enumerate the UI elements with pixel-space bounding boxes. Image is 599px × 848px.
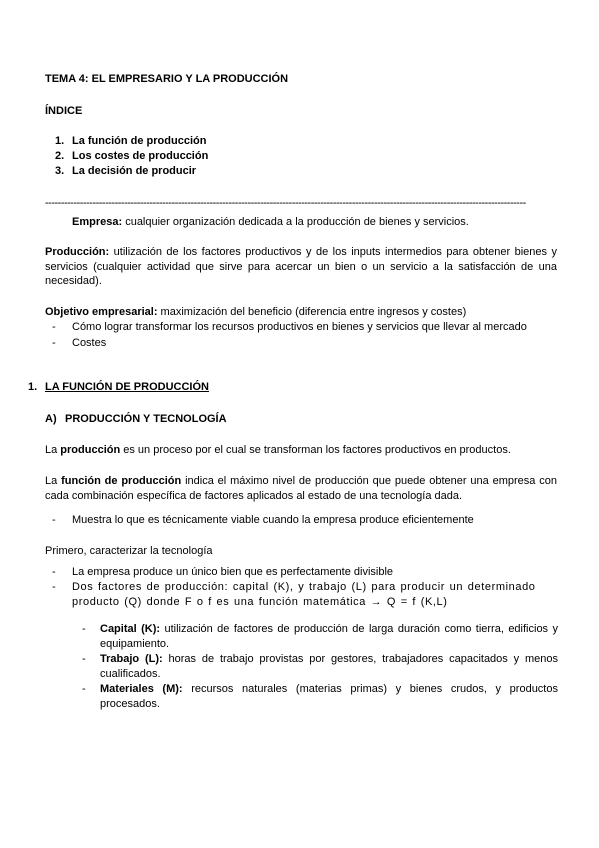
- text-fragment: La: [45, 444, 61, 456]
- paragraph-produccion: [45, 443, 511, 457]
- bullet-dash: -: [52, 337, 56, 349]
- text-fragment: La: [45, 475, 62, 487]
- index-item-number: 2.: [55, 150, 65, 162]
- index-item-label: La decisión de producir: [72, 165, 197, 177]
- objetivo-def: maximización del beneficio (diferencia entre ingresos y costes): [157, 306, 467, 318]
- index-item: [55, 134, 206, 148]
- index-item-label: Los costes de producción: [72, 150, 209, 162]
- factor-term: Trabajo (L):: [100, 653, 163, 665]
- factor-capital: [100, 622, 558, 651]
- factor-def: horas de trabajo provistas por gestores, trabajadores capacitados y menos cualificados.: [100, 653, 558, 680]
- paragraph-funcion: [45, 474, 557, 503]
- tech-bullet-line2: producto (Q) donde F o f es una función matemática → Q = f (K,L): [72, 596, 448, 608]
- subsection-title: PRODUCCIÓN Y TECNOLOGÍA: [65, 413, 227, 425]
- funcion-term: función de producción: [61, 475, 182, 487]
- produccion-def: utilización de los factores productivos y de los inputs intermedios para obtener bienes y servicios (cualquier actividad que sirve para acercar un bien o un servicio a la satisfacción de una necesidad).: [45, 246, 557, 287]
- text-fragment: indica el máximo nivel de producción que puede obtener una empresa con cada combinación específica de factores aplicados al estado de una tecnología dada.: [45, 475, 557, 502]
- index-item-number: 1.: [55, 135, 65, 147]
- bullet-dash: -: [52, 581, 56, 593]
- viable-bullet: Muestra lo que es técnicamente viable cuando la empresa produce eficientemente: [72, 514, 474, 526]
- objetivo-bullet: Cómo lograr transformar los recursos productivos en bienes y servicios que llevar al mercado: [72, 321, 527, 333]
- empresa-def: cualquier organización dedicada a la producción de bienes y servicios.: [122, 216, 469, 228]
- index-item: [55, 164, 196, 178]
- bullet-dash: -: [52, 514, 56, 526]
- bullet-dash: -: [82, 683, 86, 695]
- tech-bullet-line1: Dos factores de producción: capital (K), y trabajo (L) para producir un determinado: [72, 581, 536, 593]
- subsection-letter: A): [45, 413, 57, 425]
- produccion-definition: [45, 245, 557, 289]
- factor-def: utilización de factores de producción de larga duración como tierra, edificios y equipamiento.: [100, 623, 558, 650]
- text-fragment: es un proceso por el cual se transforman los factores productivos en productos.: [120, 444, 511, 456]
- section-heading: [28, 380, 209, 394]
- index-item-number: 3.: [55, 165, 65, 177]
- subsection-heading: [45, 412, 227, 426]
- factor-trabajo: [100, 652, 558, 681]
- produccion-term: producción: [60, 444, 121, 456]
- factor-term: Capital (K):: [100, 623, 161, 635]
- bullet-dash: -: [82, 653, 86, 665]
- bullet-dash: -: [82, 623, 86, 635]
- objetivo-term: Objetivo empresarial:: [45, 306, 158, 318]
- factor-materiales: [100, 682, 558, 711]
- separator-line: --------------------------------------------------------------------------------------------------------------------------------------------------------: [45, 197, 526, 209]
- empresa-term: Empresa:: [72, 216, 123, 228]
- document-title: TEMA 4: EL EMPRESARIO Y LA PRODUCCIÓN: [45, 73, 289, 85]
- tech-bullet: La empresa produce un único bien que es perfectamente divisible: [72, 566, 394, 578]
- produccion-term: Producción:: [45, 246, 110, 258]
- index-item: [55, 149, 208, 163]
- objetivo-definition: [45, 305, 466, 319]
- factor-def: recursos naturales (materias primas) y bienes crudos, y productos procesados.: [100, 683, 558, 710]
- index-item-label: La función de producción: [72, 135, 207, 147]
- empresa-definition: [72, 215, 469, 229]
- bullet-dash: -: [52, 566, 56, 578]
- index-heading: ÍNDICE: [45, 105, 83, 117]
- factor-term: Materiales (M):: [100, 683, 183, 695]
- section-title: LA FUNCIÓN DE PRODUCCIÓN: [45, 381, 209, 393]
- bullet-dash: -: [52, 321, 56, 333]
- objetivo-bullet: Costes: [72, 337, 107, 349]
- section-number: 1.: [28, 381, 38, 393]
- primero-line: Primero, caracterizar la tecnología: [45, 545, 213, 557]
